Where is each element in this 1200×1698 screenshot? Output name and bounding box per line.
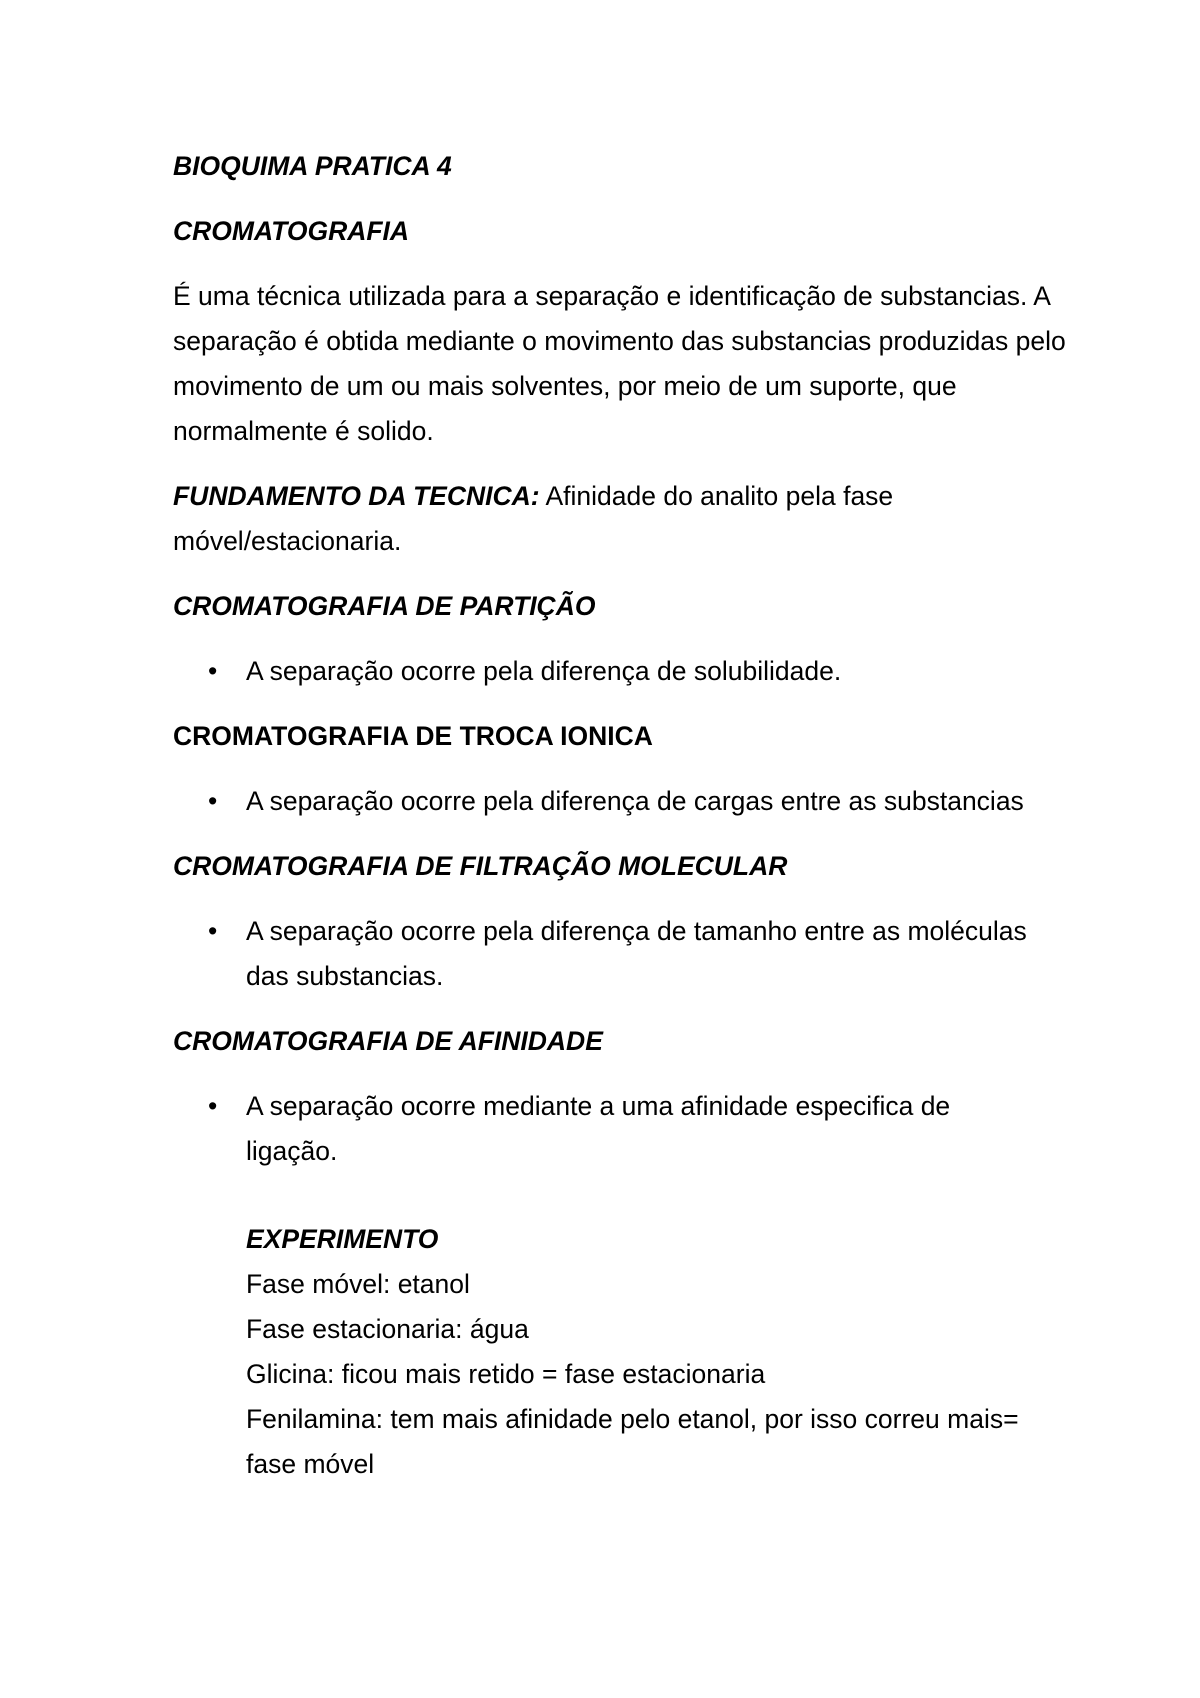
bullet-dot: •: [208, 1091, 218, 1121]
bullet-troca-ionica: [173, 779, 1046, 824]
intro-paragraph: É uma técnica utilizada para a separação e identificação de substancias. A separação é obtida mediante o movimento das substancias produzidas pelo movimento de um ou mais solventes, por meio de um suporte, que normalmente é solido.: [173, 281, 1066, 446]
bullet-text: A separação ocorre pela diferença de cargas entre as substancias: [246, 786, 1024, 816]
heading-filtracao-molecular: CROMATOGRAFIA DE FILTRAÇÃO MOLECULAR: [173, 851, 788, 881]
fundamento-label: FUNDAMENTO DA TECNICA:: [173, 481, 540, 511]
fundamento-paragraph: [173, 474, 1073, 564]
bullet-dot: •: [208, 786, 218, 816]
document-title: BIOQUIMA PRATICA 4: [173, 151, 452, 181]
fundamento-text: Afinidade do analito pela fase móvel/estacionaria.: [173, 481, 894, 556]
heading-troca-ionica: CROMATOGRAFIA DE TROCA IONICA: [173, 721, 653, 751]
bullet-text: A separação ocorre pela diferença de solubilidade.: [246, 656, 842, 686]
experiment-line-glicina: Glicina: ficou mais retido = fase estacionaria: [246, 1359, 766, 1389]
experiment-line-fase-movel: Fase móvel: etanol: [246, 1269, 470, 1299]
bullet-afinidade: [173, 1084, 1046, 1174]
experiment-heading: EXPERIMENTO: [246, 1224, 439, 1254]
bullet-dot: •: [208, 656, 218, 686]
bullet-filtracao-molecular: [173, 909, 1046, 999]
experiment-line-fenilamina: Fenilamina: tem mais afinidade pelo etanol, por isso correu mais= fase móvel: [246, 1404, 1019, 1479]
heading-afinidade: CROMATOGRAFIA DE AFINIDADE: [173, 1026, 603, 1056]
experiment-block: [173, 1217, 1073, 1487]
section-heading-cromatografia: CROMATOGRAFIA: [173, 216, 410, 246]
bullet-particao: [173, 649, 1046, 694]
document-page: [173, 144, 1073, 1487]
bullet-text: A separação ocorre pela diferença de tamanho entre as moléculas das substancias.: [246, 916, 1027, 991]
experiment-line-fase-estacionaria: Fase estacionaria: água: [246, 1314, 529, 1344]
heading-particao: CROMATOGRAFIA DE PARTIÇÃO: [173, 591, 596, 621]
bullet-dot: •: [208, 916, 218, 946]
bullet-text: A separação ocorre mediante a uma afinidade especifica de ligação.: [246, 1091, 951, 1166]
